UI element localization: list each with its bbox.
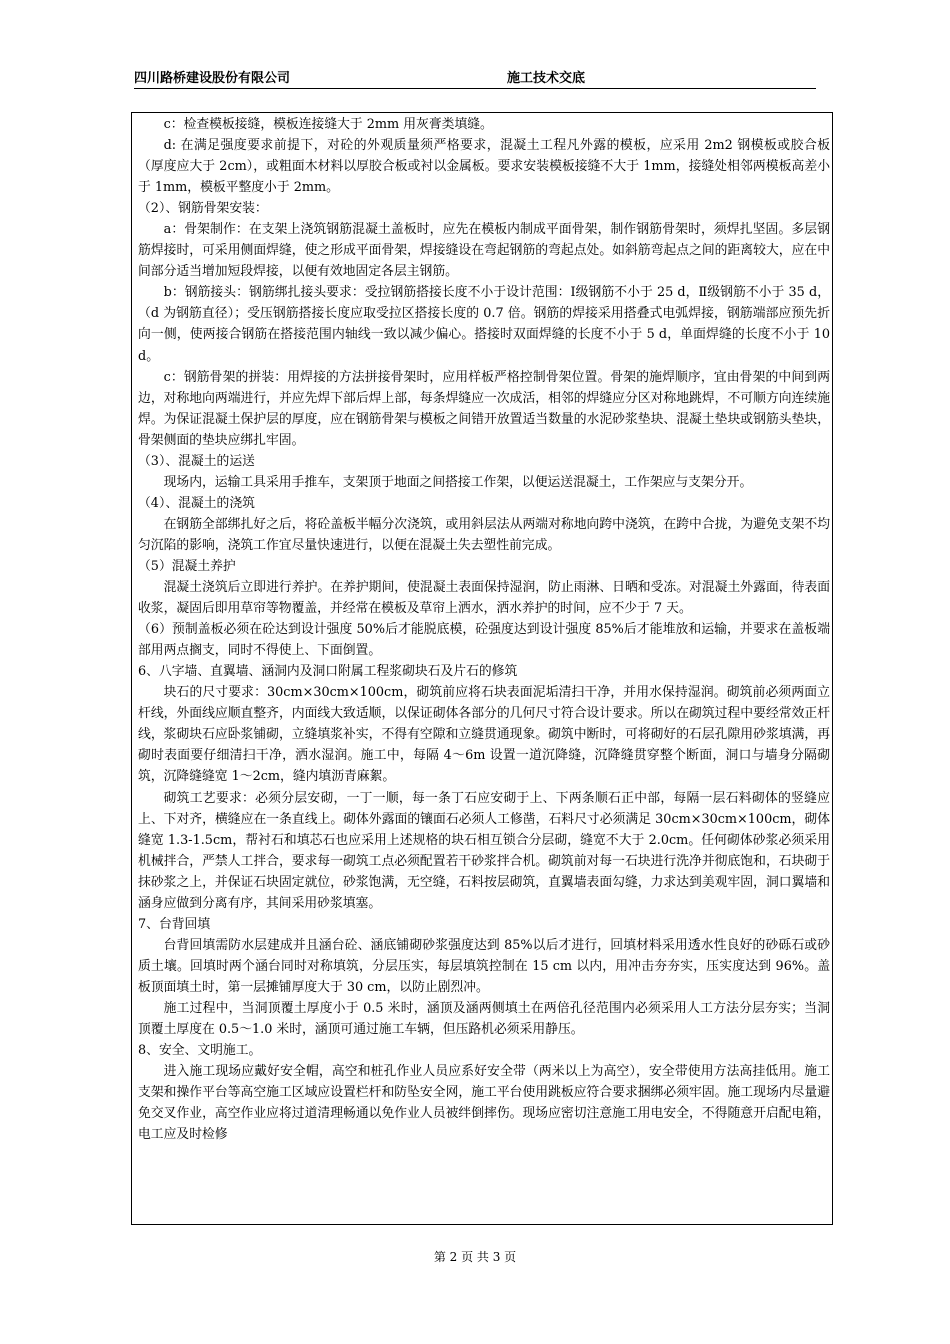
paragraph: 进入施工现场应戴好安全帽，高空和桩孔作业人员应系好安全带（两米以上为高空），安全带使用方法高挂低用。施工支架和操作平台等高空施工区域应设置栏杆和防坠安全网，施工平台使用跳板应符合要求捆绑必须牢固。施工现场内尽量避免交叉作业，高空作业应将过道清理畅通以免作业人员被绊倒摔伤。现场应密切注意施工用电安全，不得随意开启配电箱，电工应及时检修 (138, 1064, 830, 1143)
company-name: 四川路桥建设股份有限公司 (134, 71, 291, 86)
paragraph: a：骨架制作：在支架上浇筑钢筋混凝土盖板时，应先在模板内制成平面骨架，制作钢筋骨架时，须焊扎坚固。多层钢筋焊接时，可采用侧面焊缝，使之形成平面骨架，焊接缝设在弯起钢筋的弯起点处。如斜筋弯起点之间的距离较大，应在中间部分适当增加短段焊接，以便有效地固定各层主钢筋。 (138, 222, 830, 280)
paragraph: 块石的尺寸要求：30cm×30cm×100cm，砌筑前应将石块表面泥垢清扫干净，并用水保持湿润。砌筑前必须两面立杆线，外面线应顺直整齐，内面线大致适顺，以保证砌体各部分的几何尺寸符合设计要求。所以在砌筑过程中要经常效正杆线，浆砌块石应卧浆铺砌，立缝填浆补实，不得有空隙和立缝贯通现象。砌筑中断时，可将砌好的石层孔隙用砂浆填满，再砌时表面要仔细清扫干净，洒水湿润。施工中，每隔 4～6m 设置一道沉降缝，沉降缝贯穿整个断面，洞口与墙身分隔砌筑，沉降缝缝宽 1～2cm，缝内填沥青麻絮。 (138, 685, 830, 785)
section-heading: （2）、钢筋骨架安装： (138, 201, 268, 217)
document-title: 施工技术交底 (507, 71, 586, 86)
paragraph: c：钢筋骨架的拼装：用焊接的方法拼接骨架时，应用样板严格控制骨架位置。骨架的施焊顺序，宜由骨架的中间到两边，对称地向两端进行，并应先焊下部后焊上部，每条焊缝应一次成活，相邻的焊缝应分区对称地跳焊，不可顺方向连续施焊。为保证混凝土保护层的厚度，应在钢筋骨架与模板之间错开放置适当数量的水泥砂浆垫块、混凝土垫块或钢筋头垫块，骨架侧面的垫块应绑扎牢固。 (138, 369, 830, 448)
section-heading: （4）、混凝土的浇筑 (138, 495, 255, 511)
paragraph: 现场内，运输工具采用手推车，支架顶于地面之间搭接工作架，以便运送混凝土，工作架应与支架分开。 (163, 474, 753, 490)
section-heading: （3）、混凝土的运送 (138, 453, 255, 469)
paragraph: 施工过程中，当洞顶覆土厚度小于 0.5 米时，涵顶及涵两侧填土在两倍孔径范围内必须采用人工方法分层夯实；当洞顶覆土厚度在 0.5～1.0 米时，涵顶可通过施工车辆，但压路机必须采用静压。 (138, 1000, 830, 1038)
page-header (134, 64, 816, 89)
content-frame (131, 112, 833, 1225)
paragraph: 砌筑工艺要求：必须分层安砌，一丁一顺，每一条丁石应安砌于上、下两条顺石正中部，每隔一层石料砌体的竖缝应上、下对齐，横缝应在一条直线上。砌体外露面的镶面石必须人工修凿，石料尺寸必须满足 30cm×30cm×100cm，砌体缝宽 1.3-1.5cm，帮衬石和填芯石也应采用上述规格的块石相互锁合分层砌，缝宽不大于 2.0cm。任何砌体砂浆必须采用机械拌合，严禁人工拌合，要求每一砌筑工点必须配置若干砂浆拌合机。砌筑前对每一石块进行洗净并彻底饱和，石块砌于抹砂浆之上，并保证石块固定就位，砂浆饱满，无空缝，石料按层砌筑，直翼墙表面勾缝，力求达到美观牢固，洞口翼墙和涵身应做到分离有序，其间采用砂浆填塞。 (138, 790, 830, 911)
paragraph: 台背回填需防水层建成并且涵台砼、涵底铺砌砂浆强度达到 85%以后才进行，回填材料采用透水性良好的砂砾石或砂质土壤。回填时两个涵台同时对称填筑，分层压实，每层填筑控制在 15 cm 以内，用冲击夯夯实，压实度达到 96%。盖板顶面填土时，第一层摊铺厚度大于 30 cm，以防止剧烈冲。 (138, 937, 830, 995)
paragraph: b：钢筋接头：钢筋绑扎接头要求：受拉钢筋搭接长度不小于设计范围：Ⅰ级钢筋不小于 25 d，Ⅱ级钢筋不小于 35 d，（d 为钢筋直径）；受压钢筋搭接长度应取受拉区搭接长度的 0.7 倍。钢筋的焊接采用搭叠式电弧焊接，钢筋端部应预先折向一侧，使两接合钢筋在搭接范围内轴线一致以减少偏心。搭接时双面焊缝的长度不小于 5 d，单面焊缝的长度不小于 10 d。 (138, 285, 830, 364)
content-body (138, 114, 830, 1145)
section-heading: 7、台背回填 (138, 916, 211, 932)
paragraph: 混凝土浇筑后立即进行养护。在养护期间，使混凝土表面保持湿润，防止雨淋、日晒和受冻。对混凝土外露面，待表面收浆，凝固后即用草帘等物覆盖，并经常在模板及草帘上洒水，洒水养护的时间，应不少于 7 天。 (138, 580, 830, 617)
section-heading: 8、安全、文明施工。 (138, 1043, 262, 1059)
section-heading: 6、八字墙、直翼墙、涵洞内及洞口附属工程浆砌块石及片石的修筑 (138, 664, 518, 680)
section-heading: （6）预制盖板必须在砼达到设计强度 50%后才能脱底模，砼强度达到设计强度 85%后才能堆放和运输，并要求在盖板端部用两点搁支，同时不得使上、下面倒置。 (138, 622, 830, 659)
paragraph: d: 在满足强度要求前提下，对砼的外观质量须严格要求，混凝土工程凡外露的模板，应采用 2m2 钢模板或胶合板（厚度应大于 2cm），或粗面木材料以厚胶合板或衬以金属板。要求安装模板接缝不大于 1mm，接缝处相邻两模板高差小于 1mm，模板平整度小于 2mm。 (138, 138, 830, 196)
section-heading: （5）混凝土养护 (138, 558, 236, 574)
paragraph: 在钢筋全部绑扎好之后，将砼盖板半幅分次浇筑，或用斜层法从两端对称地向跨中浇筑，在跨中合拢，为避免支架不均匀沉陷的影响，浇筑工作宜尽量快速进行，以便在混凝土失去塑性前完成。 (138, 516, 830, 553)
page-footer: 第 2 页 共 3 页 (433, 1250, 517, 1264)
paragraph: c：检查模板接缝，模板连接缝大于 2mm 用灰膏类填缝。 (163, 117, 493, 132)
